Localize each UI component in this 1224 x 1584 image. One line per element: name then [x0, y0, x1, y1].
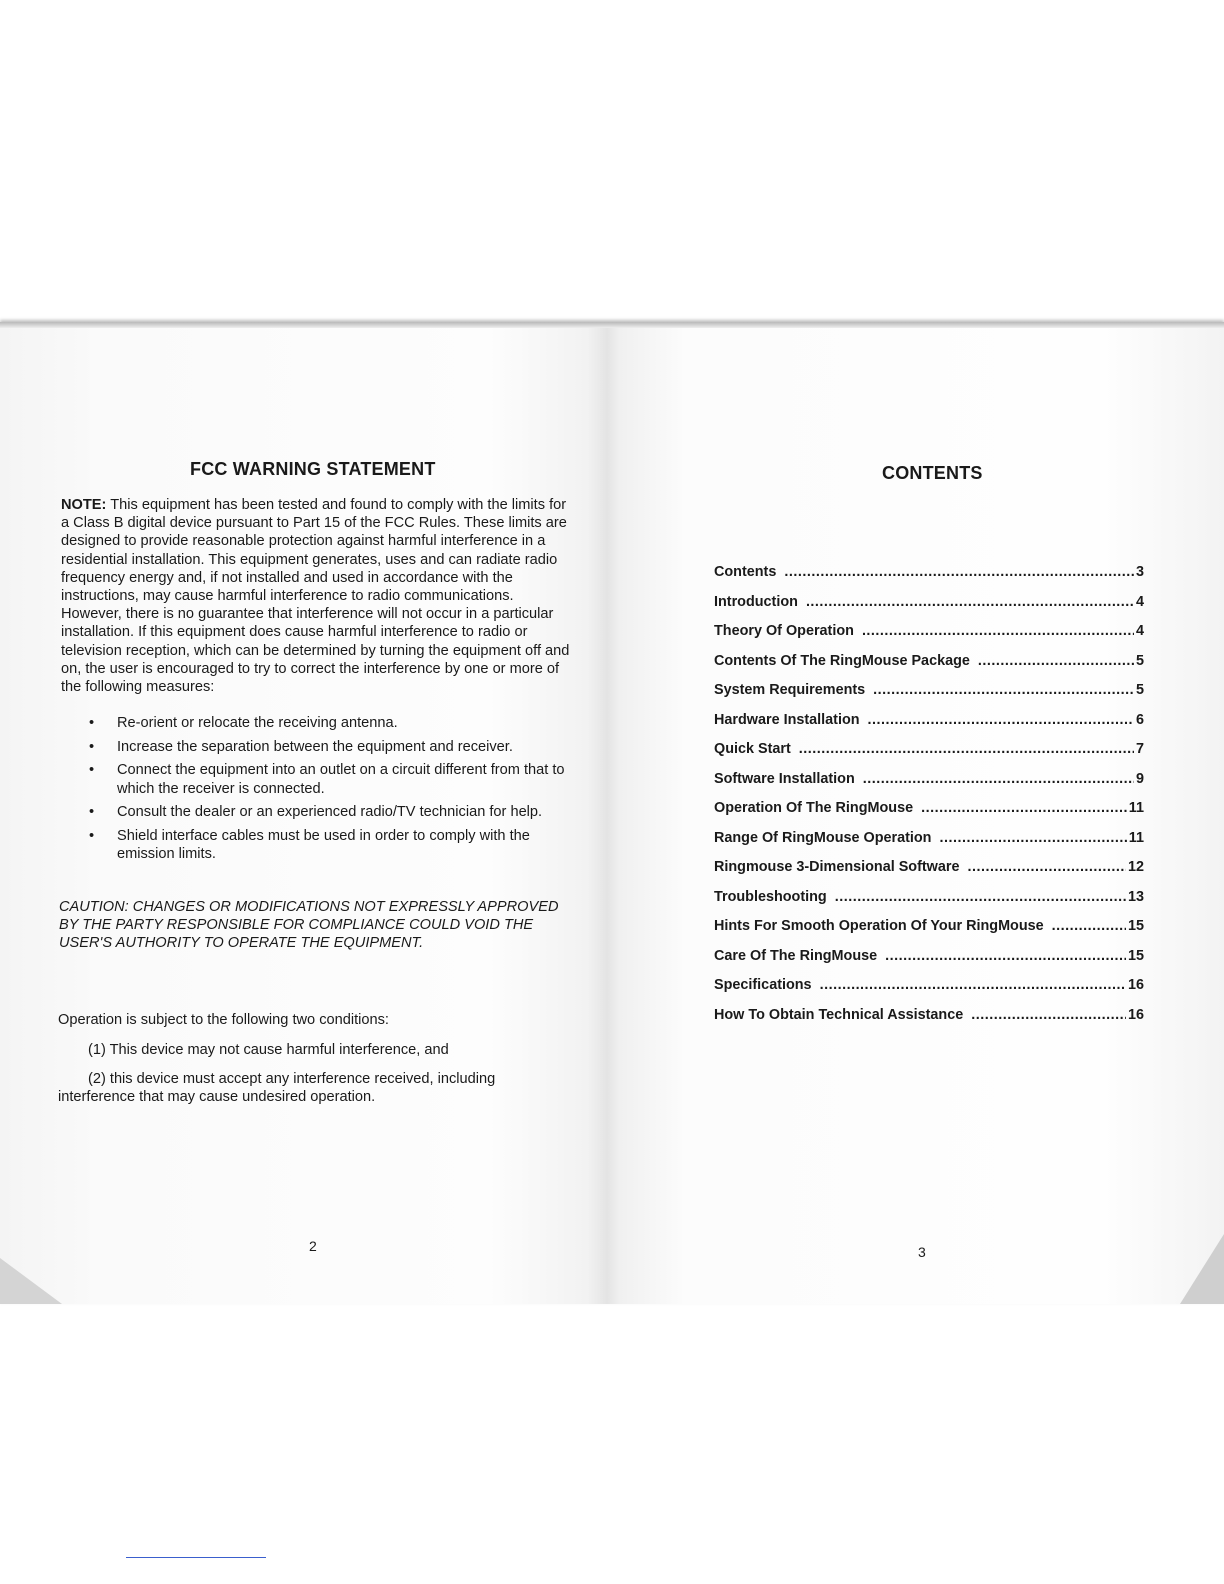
toc-entry-title: Software Installation [714, 770, 855, 787]
toc-entry-page: 4 [1135, 623, 1144, 639]
dot-leader [806, 594, 1134, 610]
dot-leader [885, 948, 1126, 964]
toc-entry-title: How To Obtain Technical Assistance [714, 1006, 964, 1023]
toc-entry[interactable] [714, 830, 1144, 860]
dot-leader [799, 741, 1134, 757]
toc-entry[interactable] [714, 712, 1144, 742]
toc-entry-page: 5 [1135, 682, 1144, 698]
folded-corner [0, 1258, 62, 1304]
note-label: NOTE: [61, 497, 107, 513]
toc-entry[interactable] [714, 653, 1144, 683]
dot-leader [784, 564, 1134, 580]
table-of-contents [714, 564, 1144, 1036]
toc-entry-page: 9 [1135, 770, 1144, 787]
toc-entry[interactable] [714, 682, 1144, 712]
page-number: 2 [309, 1238, 317, 1254]
operation-intro: Operation is subject to the following two conditions: [58, 1012, 389, 1028]
note-paragraph [61, 496, 571, 696]
toc-entry-title: Hints For Smooth Operation Of Your RingMouse [714, 918, 1044, 934]
toc-entry-title: Specifications [714, 977, 812, 993]
measures-list [89, 714, 589, 869]
dot-leader [862, 623, 1134, 639]
toc-entry[interactable] [714, 594, 1144, 624]
condition-1: (1) This device may not cause harmful interference, and [88, 1042, 449, 1058]
toc-entry-page: 15 [1127, 918, 1144, 934]
toc-entry-page: 5 [1135, 652, 1144, 669]
toc-entry[interactable] [714, 889, 1144, 919]
list-item: • Increase the separation between the equipment and receiver. [89, 738, 589, 756]
toc-entry-page: 7 [1135, 741, 1144, 757]
toc-entry[interactable] [714, 948, 1144, 978]
toc-entry-title: System Requirements [714, 682, 866, 698]
dot-leader [863, 771, 1134, 787]
list-item: • Shield interface cables must be used in order to comply with the emission limits. [89, 827, 589, 863]
dot-leader [967, 859, 1126, 875]
condition-2: (2) this device must accept any interference received, including interference that may cause undesired operation. [58, 1071, 496, 1105]
dot-leader [1052, 918, 1126, 934]
booklet-spread [0, 322, 1224, 1304]
list-item: • Connect the equipment into an outlet on a circuit different from that to which the receiver is connected. [89, 761, 589, 797]
toc-entry-title: Quick Start [714, 741, 791, 757]
toc-entry[interactable] [714, 741, 1144, 771]
toc-entry-title: Introduction [714, 593, 798, 610]
toc-entry-page: 13 [1127, 888, 1144, 905]
toc-entry-page: 16 [1127, 1006, 1144, 1023]
toc-entry-page: 6 [1135, 711, 1144, 728]
toc-entry[interactable] [714, 859, 1144, 889]
dot-leader [978, 653, 1134, 669]
contents-title: CONTENTS [882, 463, 983, 483]
toc-entry[interactable] [714, 771, 1144, 801]
dot-leader [971, 1007, 1126, 1023]
page-number: 3 [918, 1244, 926, 1260]
toc-entry-page: 16 [1127, 977, 1144, 993]
toc-entry-page: 11 [1128, 800, 1144, 816]
dot-leader [921, 800, 1127, 816]
left-page [0, 322, 612, 1304]
link-underline [126, 1557, 266, 1558]
toc-entry[interactable] [714, 564, 1144, 594]
right-page [612, 322, 1224, 1304]
toc-entry-title: Contents [714, 564, 777, 580]
caution-text: CAUTION: CHANGES OR MODIFICATIONS NOT EXPRESSLY APPROVED BY THE PARTY RESPONSIBLE FOR COMPLIANCE COULD VOID THE USER'S AUTHORITY TO OPERATE THE EQUIPMENT. [59, 899, 559, 952]
note-text: This equipment has been tested and found to comply with the limits for a Class B digital device pursuant to Part 15 of the FCC Rules. These limits are designed to provide reasonable protection against harmful interference in a residential installation. This equipment generates, uses and can radiate radio frequency energy and, if not installed and used in accordance with the instructions, may cause harmful interference to radio communications. However, there is no guarantee that interference will not occur in a particular installation. If this equipment does cause harmful interference to radio or television reception, which can be determined by turning the equipment off and on, the user is encouraged to try to correct the interference by one or more of the following measures: [61, 497, 570, 696]
toc-entry-page: 4 [1135, 593, 1144, 610]
toc-entry-page: 3 [1135, 564, 1144, 580]
dot-leader [868, 712, 1134, 728]
dot-leader [939, 830, 1126, 846]
toc-entry-page: 11 [1128, 829, 1144, 846]
toc-entry-title: Operation Of The RingMouse [714, 800, 914, 816]
toc-entry[interactable] [714, 918, 1144, 948]
toc-entry-title: Theory Of Operation [714, 623, 854, 639]
toc-entry-title: Hardware Installation [714, 711, 860, 728]
page-title: FCC WARNING STATEMENT [190, 459, 436, 479]
toc-entry-title: Troubleshooting [714, 888, 827, 905]
toc-entry-title: Care Of The RingMouse [714, 947, 878, 964]
toc-entry-page: 12 [1127, 859, 1144, 875]
toc-entry-title: Contents Of The RingMouse Package [714, 652, 970, 669]
folded-corner [1180, 1234, 1224, 1304]
toc-entry[interactable] [714, 800, 1144, 830]
toc-entry-page: 15 [1127, 947, 1144, 964]
list-item: • Consult the dealer or an experienced radio/TV technician for help. [89, 803, 589, 821]
toc-entry-title: Ringmouse 3-Dimensional Software [714, 859, 960, 875]
dot-leader [835, 889, 1126, 905]
list-item: • Re-orient or relocate the receiving antenna. [89, 714, 589, 732]
dot-leader [873, 682, 1134, 698]
toc-entry-title: Range Of RingMouse Operation [714, 829, 932, 846]
dot-leader [820, 977, 1126, 993]
toc-entry[interactable] [714, 1007, 1144, 1037]
toc-entry[interactable] [714, 623, 1144, 653]
toc-entry[interactable] [714, 977, 1144, 1007]
